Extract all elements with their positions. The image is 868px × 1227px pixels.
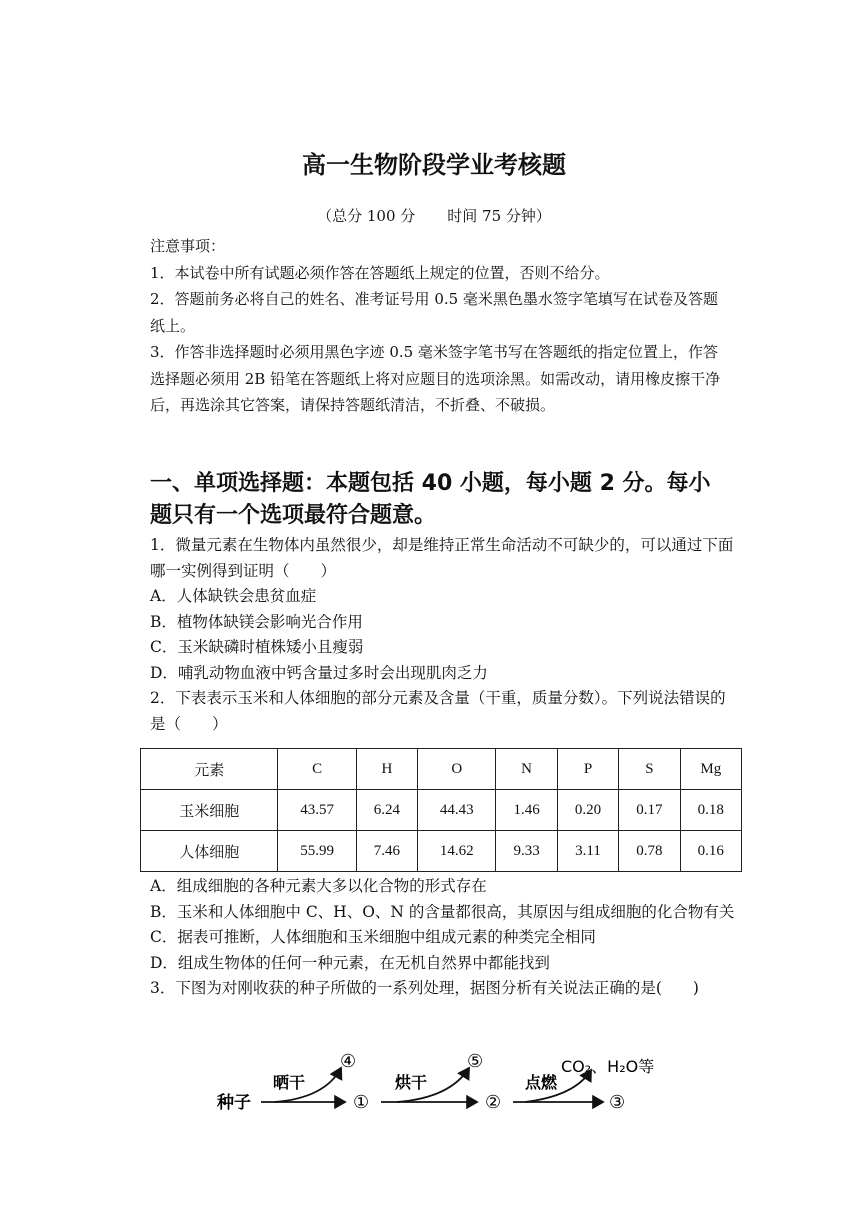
- note-item: 1．本试卷中所有试题必须作答在答题纸上规定的位置，否则不给分。: [150, 263, 610, 282]
- table-cell: 玉米细胞: [141, 790, 278, 831]
- element-table: [140, 748, 742, 872]
- option-c: C．玉米缺磷时植株矮小且瘦弱: [150, 638, 364, 656]
- table-cell: 0.16: [680, 831, 741, 872]
- table-header-row: [141, 749, 742, 790]
- table-row: [141, 831, 742, 872]
- option-c: C．据表可推断，人体细胞和玉米细胞中组成元素的种类完全相同: [150, 928, 596, 946]
- table-cell: Mg: [680, 749, 741, 790]
- table-cell: P: [557, 749, 618, 790]
- notes-heading: 注意事项：: [150, 237, 226, 255]
- label-out-co2: CO₂、H₂O等: [561, 1057, 655, 1076]
- table-cell: 44.43: [418, 790, 496, 831]
- table-cell: N: [496, 749, 557, 790]
- note-item: 3．作答非选择题时必须用黑色字迹 0.5 毫米签字笔书写在答题纸的指定位置上，作答选择题必须用 2B 铅笔在答题纸上将对应题目的选项涂黑。如需改动，请用橡皮擦干净后，再选涂其它答案，请保持答题纸清洁，不折叠、不破损。: [150, 343, 721, 414]
- option-b: B．植物体缺镁会影响光合作用: [150, 612, 363, 631]
- question-2-options: [150, 874, 735, 1002]
- table-cell: 0.20: [557, 790, 618, 831]
- label-out-5: ⑤: [467, 1051, 484, 1072]
- table-cell: 人体细胞: [141, 831, 278, 872]
- table-cell: 0.18: [680, 790, 741, 831]
- label-seed: 种子: [217, 1093, 251, 1113]
- option-a: A．人体缺铁会患贫血症: [150, 587, 317, 605]
- table-cell: 6.24: [356, 790, 417, 831]
- label-ignite: 点燃: [525, 1073, 558, 1092]
- question-stem: 1．微量元素在生物体内虽然很少，却是维持正常生命活动不可缺少的，可以通过下面哪一实例得到证明（ ）: [150, 536, 734, 580]
- table-cell: O: [418, 749, 496, 790]
- question-stem: 3．下图为对刚收获的种子所做的一系列处理，据图分析有关说法正确的是( ): [150, 979, 699, 997]
- note-item: 2．答题前务必将自己的姓名、准考证号用 0.5 毫米黑色墨水签字笔填写在试卷及答题纸上。: [150, 290, 718, 335]
- option-b: B．玉米和人体细胞中 C、H、O、N 的含量都很高，其原因与组成细胞的化合物有关: [150, 902, 735, 921]
- label-res-1: ①: [353, 1092, 370, 1113]
- time-limit: 时间 75 分钟）: [447, 207, 551, 225]
- label-out-4: ④: [340, 1051, 357, 1072]
- total-score: （总分 100 分: [317, 207, 416, 225]
- question-1: [150, 533, 735, 737]
- label-res-3: ③: [609, 1092, 626, 1113]
- table-cell: 3.11: [557, 831, 618, 872]
- label-res-2: ②: [485, 1092, 502, 1113]
- table-cell: 1.46: [496, 790, 557, 831]
- table-cell: 43.57: [278, 790, 356, 831]
- table-cell: C: [278, 749, 356, 790]
- option-d: D．组成生物体的任何一种元素，在无机自然界中都能找到: [150, 953, 550, 972]
- table-cell: 55.99: [278, 831, 356, 872]
- label-sun-dry: 晒干: [273, 1073, 306, 1092]
- table-cell: 元素: [141, 749, 278, 790]
- table-cell: 0.78: [619, 831, 680, 872]
- table-cell: 7.46: [356, 831, 417, 872]
- label-oven-dry: 烘干: [395, 1073, 428, 1092]
- question-stem: 2．下表表示玉米和人体细胞的部分元素及含量（干重，质量分数）。下列说法错误的是（ ）: [150, 689, 726, 733]
- exam-subtitle: [0, 205, 868, 226]
- notes: [150, 233, 730, 419]
- exam-title: 高一生物阶段学业考核题: [302, 151, 566, 179]
- table-cell: S: [619, 749, 680, 790]
- seed-process-diagram: [205, 1050, 685, 1140]
- table-row: [141, 790, 742, 831]
- table-cell: 9.33: [496, 831, 557, 872]
- option-a: A．组成细胞的各种元素大多以化合物的形式存在: [150, 877, 487, 895]
- section-heading: 一、单项选择题：本题包括 40 小题，每小题 2 分。每小题只有一个选项最符合题意。: [150, 471, 711, 528]
- table-cell: 0.17: [619, 790, 680, 831]
- table-cell: 14.62: [418, 831, 496, 872]
- option-d: D．哺乳动物血液中钙含量过多时会出现肌肉乏力: [150, 663, 488, 682]
- table-cell: H: [356, 749, 417, 790]
